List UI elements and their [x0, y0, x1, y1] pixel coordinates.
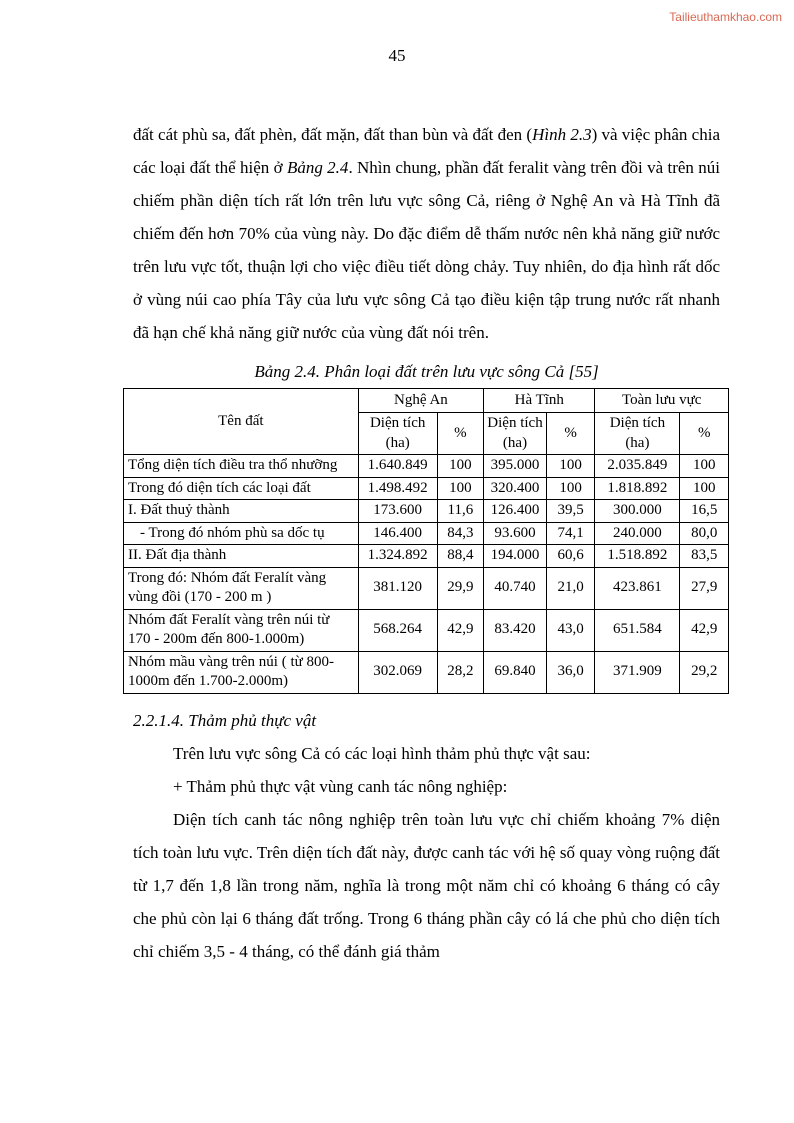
cell: 302.069 — [358, 651, 437, 693]
cell: 27,9 — [680, 567, 729, 609]
cell: 100 — [437, 455, 484, 478]
table-row — [124, 609, 729, 651]
cell: 80,0 — [680, 522, 729, 545]
column-group-toan-luu-vuc: Toàn lưu vực — [595, 389, 729, 413]
page-number: 45 — [388, 46, 406, 65]
row-name: II. Đất địa thành — [124, 545, 359, 568]
cell: 84,3 — [437, 522, 484, 545]
subheader-percent-na: % — [437, 413, 484, 455]
table-row — [124, 522, 729, 545]
table-reference: Bảng 2.4 — [286, 158, 349, 177]
table-header-group-row — [124, 389, 729, 413]
cell: 300.000 — [595, 500, 680, 523]
cell: 240.000 — [595, 522, 680, 545]
paragraph-veg-type: + Thảm phủ thực vật vùng canh tác nông nghiệp: — [173, 776, 508, 796]
table-row — [124, 500, 729, 523]
intro-text-2: ) và việc phân chia các loại đất thể hiện ở — [133, 125, 721, 177]
figure-reference: Hình 2.3 — [532, 125, 592, 144]
cell: 194.000 — [484, 545, 547, 568]
table-row — [124, 545, 729, 568]
cell: 568.264 — [358, 609, 437, 651]
row-name: Tổng diện tích điều tra thổ nhưỡng — [124, 455, 359, 478]
table-row — [124, 567, 729, 609]
cell: 1.324.892 — [358, 545, 437, 568]
row-name: I. Đất thuỷ thành — [124, 500, 359, 523]
row-name: - Trong đó nhóm phù sa dốc tụ — [124, 522, 359, 545]
cell: 423.861 — [595, 567, 680, 609]
cell: 29,2 — [680, 651, 729, 693]
intro-text-3: . Nhìn chung, phần đất feralit vàng trên đồi và trên núi chiếm phần diện tích rất lớn trên lưu vực sông Cả, riêng ở Nghệ An và Hà Tĩnh đã chiếm đến hơn 70% của vùng này. Do đặc điểm dễ thấm nước nên khả năng giữ nước trên lưu vực tốt, thuận lợi cho việc điều tiết dòng chảy. Tuy nhiên, do địa hình rất dốc ở vùng núi cao phía Tây của lưu vực sông Cả tạo điều kiện tập trung nước rất nhanh đã hạn chế khả năng giữ nước của vùng đất nói trên. — [133, 158, 720, 342]
column-header-ten-dat: Tên đất — [124, 389, 359, 455]
subheader-dien-tich-tlv: Diện tích (ha) — [595, 413, 680, 455]
cell: 100 — [437, 477, 484, 500]
row-name: Nhóm mầu vàng trên núi ( từ 800-1000m đến 1.700-2.000m) — [124, 651, 359, 693]
cell: 42,9 — [680, 609, 729, 651]
subheader-percent-ht: % — [546, 413, 595, 455]
table-row — [124, 651, 729, 693]
column-group-nghe-an: Nghệ An — [358, 389, 483, 413]
cell: 395.000 — [484, 455, 547, 478]
cell: 651.584 — [595, 609, 680, 651]
cell: 36,0 — [546, 651, 595, 693]
cell: 320.400 — [484, 477, 547, 500]
row-name: Trong đó: Nhóm đất Feralít vàng vùng đồi (170 - 200 m ) — [124, 567, 359, 609]
soil-classification-table — [123, 388, 729, 694]
row-name: Trong đó diện tích các loại đất — [124, 477, 359, 500]
cell: 100 — [546, 455, 595, 478]
cell: 381.120 — [358, 567, 437, 609]
watermark: Tailieuthamkhao.com — [669, 10, 782, 24]
cell: 83.420 — [484, 609, 547, 651]
paragraph-intro — [133, 118, 720, 349]
cell: 28,2 — [437, 651, 484, 693]
paragraph-veg-intro: Trên lưu vực sông Cả có các loại hình thảm phủ thực vật sau: — [173, 743, 591, 763]
cell: 83,5 — [680, 545, 729, 568]
cell: 126.400 — [484, 500, 547, 523]
cell: 29,9 — [437, 567, 484, 609]
subheader-dien-tich-na: Diện tích (ha) — [358, 413, 437, 455]
cell: 100 — [546, 477, 595, 500]
cell: 93.600 — [484, 522, 547, 545]
cell: 43,0 — [546, 609, 595, 651]
row-name: Nhóm đất Feralít vàng trên núi từ 170 - 200m đến 800-1.000m) — [124, 609, 359, 651]
cell: 371.909 — [595, 651, 680, 693]
cell: 60,6 — [546, 545, 595, 568]
cell: 69.840 — [484, 651, 547, 693]
cell: 11,6 — [437, 500, 484, 523]
cell: 1.498.492 — [358, 477, 437, 500]
cell: 146.400 — [358, 522, 437, 545]
cell: 88,4 — [437, 545, 484, 568]
cell: 1.640.849 — [358, 455, 437, 478]
table-row — [124, 477, 729, 500]
cell: 173.600 — [358, 500, 437, 523]
content-area — [133, 118, 720, 388]
cell: 42,9 — [437, 609, 484, 651]
cell: 74,1 — [546, 522, 595, 545]
cell: 100 — [680, 477, 729, 500]
section-heading: 2.2.1.4. Thảm phủ thực vật — [133, 710, 317, 730]
intro-text-1: đất cát phù sa, đất phèn, đất mặn, đất than bùn và đất đen ( — [133, 125, 533, 144]
cell: 39,5 — [546, 500, 595, 523]
cell: 16,5 — [680, 500, 729, 523]
column-group-ha-tinh: Hà Tĩnh — [484, 389, 595, 413]
cell: 1.818.892 — [595, 477, 680, 500]
table-row — [124, 455, 729, 478]
subheader-percent-tlv: % — [680, 413, 729, 455]
cell: 40.740 — [484, 567, 547, 609]
content-area-lower — [133, 704, 720, 968]
paragraph-agriculture: Diện tích canh tác nông nghiệp trên toàn lưu vực chỉ chiếm khoảng 7% diện tích toàn lưu vực. Trên diện tích đất này, được canh tác với hệ số quay vòng ruộng đất từ 1,7 đến 1,8 lần trong năm, nghĩa là trong một năm chỉ có khoảng 6 tháng có cây che phủ còn lại 6 tháng đất trống. Trong 6 tháng phần cây có lá che phủ cho diện tích chỉ chiếm 3,5 - 4 tháng, có thể đánh giá thảm — [133, 809, 720, 961]
cell: 21,0 — [546, 567, 595, 609]
table-caption: Bảng 2.4. Phân loại đất trên lưu vực sông Cả [55] — [254, 362, 599, 381]
subheader-dien-tich-ht: Diện tích (ha) — [484, 413, 547, 455]
cell: 100 — [680, 455, 729, 478]
cell: 2.035.849 — [595, 455, 680, 478]
cell: 1.518.892 — [595, 545, 680, 568]
